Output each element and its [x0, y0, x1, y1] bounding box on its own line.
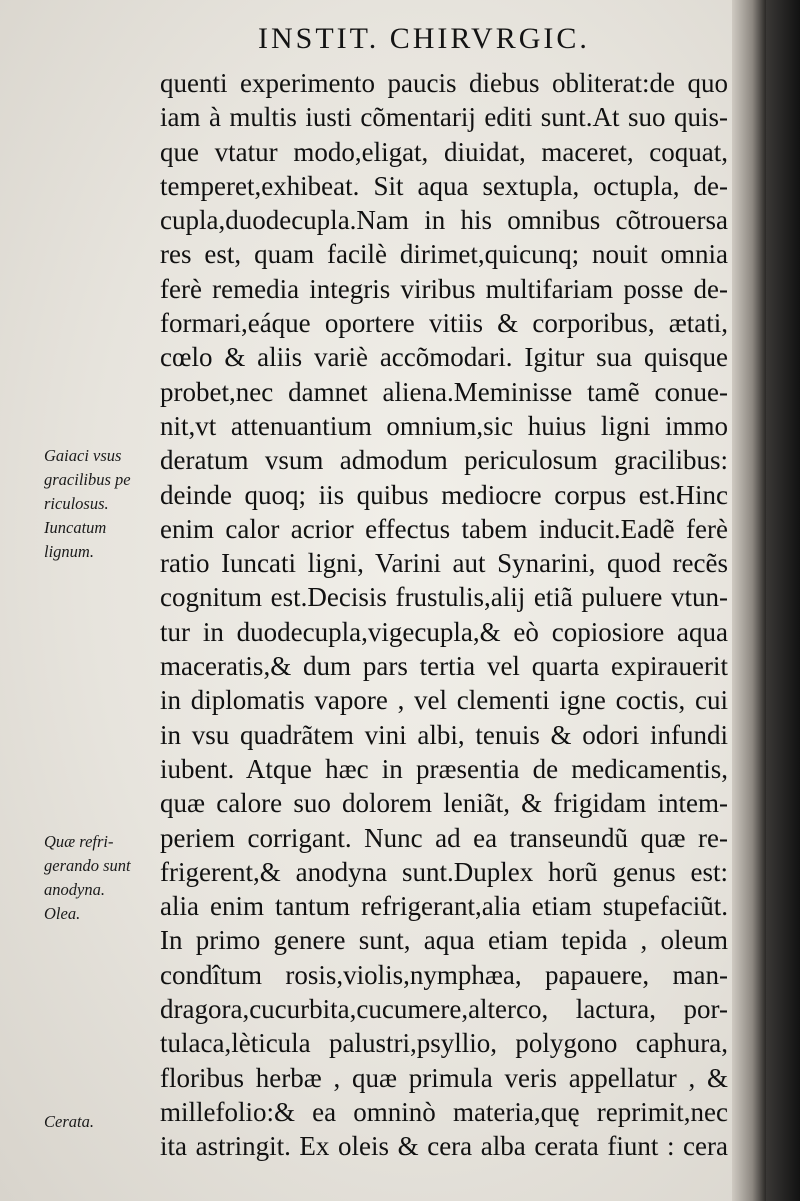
text-line: cognitum est.Decisis frustulis,alij etiã puluere vtun-	[160, 582, 728, 613]
text-line: iam à multis iusti cõmentarij editi sunt.At suo quis-	[160, 102, 728, 133]
text-line: ferè remedia integris viribus multifariam posse de-	[160, 273, 728, 304]
text-line: deinde quoq; iis quibus mediocre corpus est.Hinc	[160, 479, 728, 510]
text-line: probet,nec damnet aliena.Meminisse tamẽ conue-	[160, 376, 728, 407]
margin-note-line: Iuncatum	[44, 518, 107, 537]
text-line: nit,vt attenuantium omnium,sic huius ligni immo	[160, 410, 728, 441]
margin-note-line: Olea.	[44, 904, 81, 923]
margin-note-gaiaci	[44, 444, 162, 564]
text-line: tur in duodecupla,vigecupla,& eò copiosiore aqua	[160, 616, 728, 647]
text-line: que vtatur modo,eligat, diuidat, maceret, coquat,	[160, 136, 728, 167]
page-edge	[766, 0, 800, 1201]
margin-note-line: anodyna.	[44, 880, 105, 899]
text-line: maceratis,& dum pars tertia vel quarta expirauerit	[160, 651, 728, 682]
gutter-shadow	[732, 0, 766, 1201]
text-line: iubent. Atque hæc in præsentia de medicamentis,	[160, 753, 728, 784]
text-line: condîtum rosis,violis,nymphæa, papauere, man-	[160, 959, 728, 990]
text-line: ratio Iuncati ligni, Varini aut Synarini, quod recẽs	[160, 548, 728, 579]
text-line: periem corrigant. Nunc ad ea transeundũ quæ re-	[160, 822, 728, 853]
text-line: ita astringit. Ex oleis & cera alba cerata fiunt : cera	[160, 1131, 728, 1162]
body-text	[160, 66, 728, 1164]
text-line: quæ calore suo dolorem leniãt, & frigidam intem-	[160, 788, 728, 819]
text-line: temperet,exhibeat. Sit aqua sextupla, octupla, de-	[160, 170, 728, 201]
running-head: INSTIT. CHIRVRGIC.	[258, 22, 590, 55]
text-line: floribus herbæ , quæ primula veris appellatur , &	[160, 1062, 728, 1093]
text-line: cupla,duodecupla.Nam in his omnibus cõtrouersa	[160, 205, 728, 236]
text-line: alia enim tantum refrigerant,alia etiam stupefaciũt.	[160, 891, 728, 922]
margin-note-line: Quæ refri-	[44, 832, 114, 851]
text-line: enim calor acrior effectus tabem inducit.Eadẽ ferè	[160, 513, 728, 544]
text-line: deratum vsum admodum periculosum gracilibus:	[160, 445, 728, 476]
text-line: frigerent,& anodyna sunt.Duplex horũ genus est:	[160, 856, 728, 887]
margin-note-refrigerantia	[44, 830, 162, 926]
text-line: quenti experimento paucis diebus obliterat:de quo	[160, 68, 728, 98]
text-line: cœlo & aliis variè accõmodari. Igitur sua quisque	[160, 342, 728, 373]
margin-note-line: gracilibus pe	[44, 470, 131, 489]
text-line: millefolio:& ea omninò materia,quę reprimit,nec	[160, 1096, 728, 1127]
margin-note-line: Gaiaci vsus	[44, 446, 122, 465]
margin-note-cerata	[44, 1110, 162, 1134]
margin-note-line: Cerata.	[44, 1112, 94, 1131]
text-line: In primo genere sunt, aqua etiam tepida , oleum	[160, 925, 728, 956]
text-line: tulaca,lèticula palustri,psyllio, polygono caphura,	[160, 1028, 728, 1059]
text-line: formari,eáque oportere vitiis & corporibus, ætati,	[160, 308, 728, 339]
text-line: dragora,cucurbita,cucumere,alterco, lactura, por-	[160, 994, 728, 1025]
text-line: res est, quam facilè dirimet,quicunq; nouit omnia	[160, 239, 728, 270]
margin-note-line: gerando sunt	[44, 856, 131, 875]
margin-note-line: lignum.	[44, 542, 94, 561]
text-line: in vsu quadrãtem vini albi, tenuis & odori infundi	[160, 719, 728, 750]
text-line: in diplomatis vapore , vel clementi igne coctis, cui	[160, 685, 728, 716]
margin-note-line: riculosus.	[44, 494, 109, 513]
